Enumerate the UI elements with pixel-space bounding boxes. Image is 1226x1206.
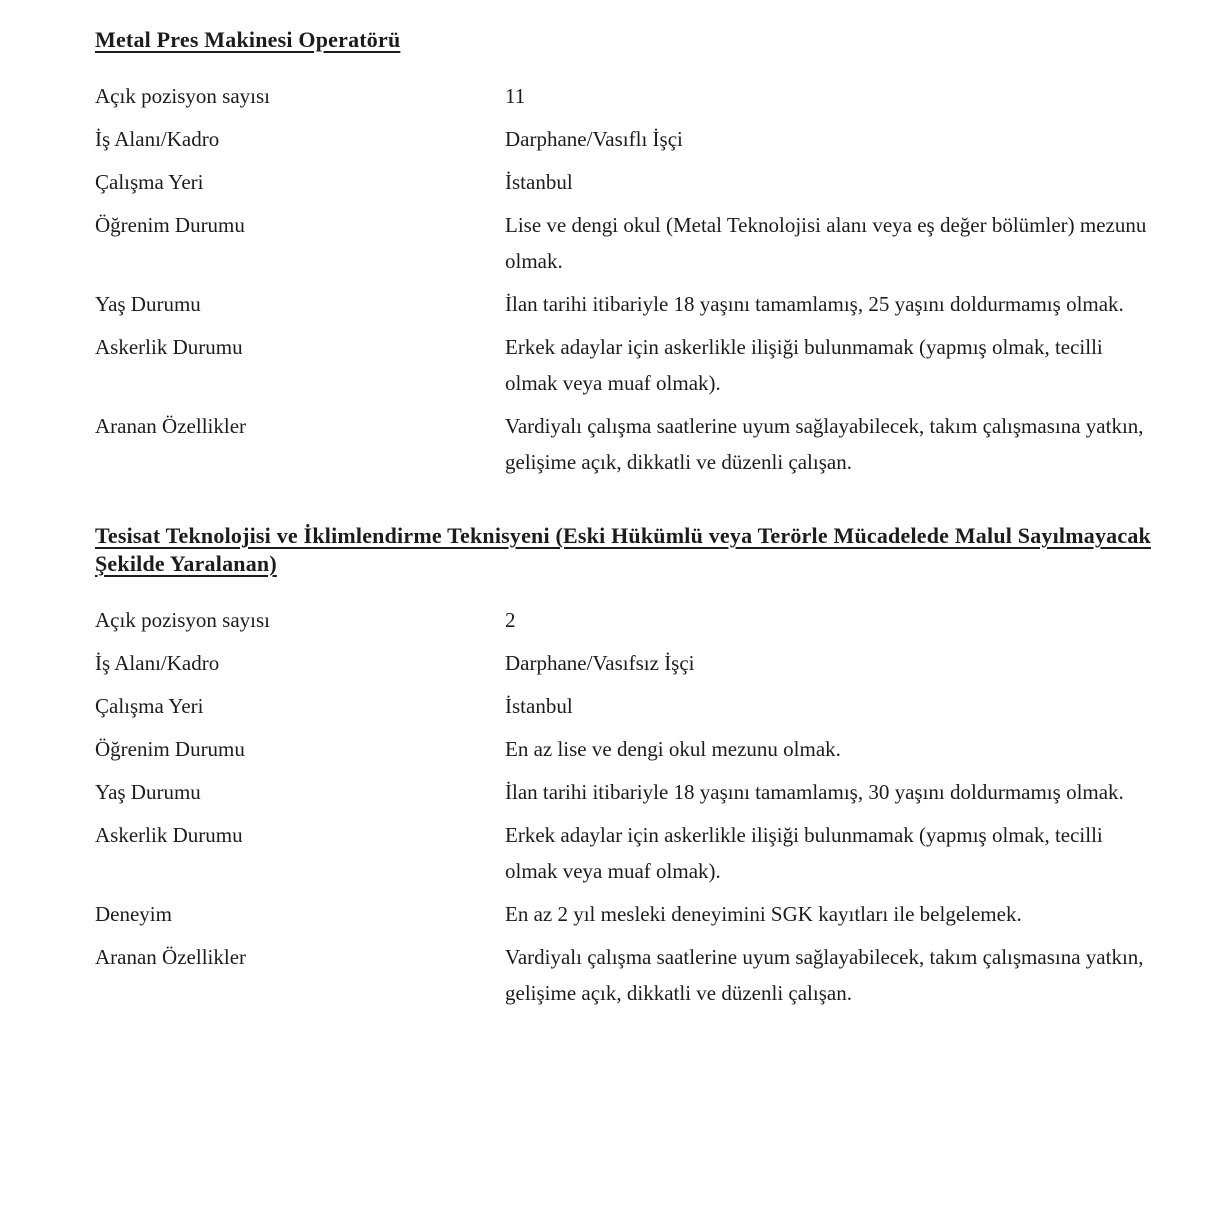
spec-row-yas-durumu [95,286,1168,322]
job-section-tesisat-teknisyeni [95,522,1168,1011]
spec-label: Öğrenim Durumu [95,737,245,761]
spec-row-is-alani [95,645,1168,681]
spec-label: Aranan Özellikler [95,945,247,969]
spec-value: Vardiyalı çalışma saatlerine uyum sağlayabilecek, takım çalışmasına yatkın, gelişime açık, dikkatli ve düzenli çalışan. [505,414,1144,474]
spec-row-ogrenim-durumu [95,731,1168,767]
spec-row-askerlik-durumu [95,817,1168,889]
spec-label: Aranan Özellikler [95,414,247,438]
spec-value: İlan tarihi itibariyle 18 yaşını tamamlamış, 30 yaşını doldurmamış olmak. [505,780,1124,804]
spec-value: Darphane/Vasıflı İşçi [505,127,683,151]
spec-label: Yaş Durumu [95,780,201,804]
spec-value: İstanbul [505,694,573,718]
spec-row-calisma-yeri [95,164,1168,200]
spec-label: Çalışma Yeri [95,694,204,718]
section-title: Metal Pres Makinesi Operatörü [95,27,401,52]
spec-value: Darphane/Vasıfsız İşçi [505,651,695,675]
spec-label: Askerlik Durumu [95,823,243,847]
spec-row-acik-pozisyon [95,602,1168,638]
spec-label: İş Alanı/Kadro [95,127,220,151]
spec-row-aranan-ozellikler [95,939,1168,1011]
spec-value: 2 [505,608,516,632]
spec-value: En az lise ve dengi okul mezunu olmak. [505,737,841,761]
spec-value: İstanbul [505,170,573,194]
spec-value: 11 [505,84,526,108]
spec-value: En az 2 yıl mesleki deneyimini SGK kayıtları ile belgelemek. [505,902,1022,926]
spec-label: Çalışma Yeri [95,170,204,194]
spec-value: Lise ve dengi okul (Metal Teknolojisi alanı veya eş değer bölümler) mezunu olmak. [505,213,1147,273]
job-section-metal-pres-operatoru [95,26,1168,480]
spec-row-askerlik-durumu [95,329,1168,401]
spec-label: İş Alanı/Kadro [95,651,220,675]
spec-row-deneyim [95,896,1168,932]
spec-label: Açık pozisyon sayısı [95,84,270,108]
spec-row-ogrenim-durumu [95,207,1168,279]
spec-row-acik-pozisyon [95,78,1168,114]
spec-value: İlan tarihi itibariyle 18 yaşını tamamlamış, 25 yaşını doldurmamış olmak. [505,292,1124,316]
spec-label: Açık pozisyon sayısı [95,608,270,632]
spec-label: Öğrenim Durumu [95,213,245,237]
spec-label: Yaş Durumu [95,292,201,316]
spec-row-yas-durumu [95,774,1168,810]
spec-label: Deneyim [95,902,172,926]
spec-row-calisma-yeri [95,688,1168,724]
spec-row-aranan-ozellikler [95,408,1168,480]
section-title: Tesisat Teknolojisi ve İklimlendirme Teknisyeni (Eski Hükümlü veya Terörle Mücadelede Malul Sayılmayacak Şekilde Yaralanan) [95,523,1151,576]
spec-value: Erkek adaylar için askerlikle ilişiği bulunmamak (yapmış olmak, tecilli olmak veya muaf olmak). [505,823,1103,883]
spec-value: Erkek adaylar için askerlikle ilişiği bulunmamak (yapmış olmak, tecilli olmak veya muaf olmak). [505,335,1103,395]
spec-row-is-alani [95,121,1168,157]
spec-value: Vardiyalı çalışma saatlerine uyum sağlayabilecek, takım çalışmasına yatkın, gelişime açık, dikkatli ve düzenli çalışan. [505,945,1144,1005]
spec-label: Askerlik Durumu [95,335,243,359]
